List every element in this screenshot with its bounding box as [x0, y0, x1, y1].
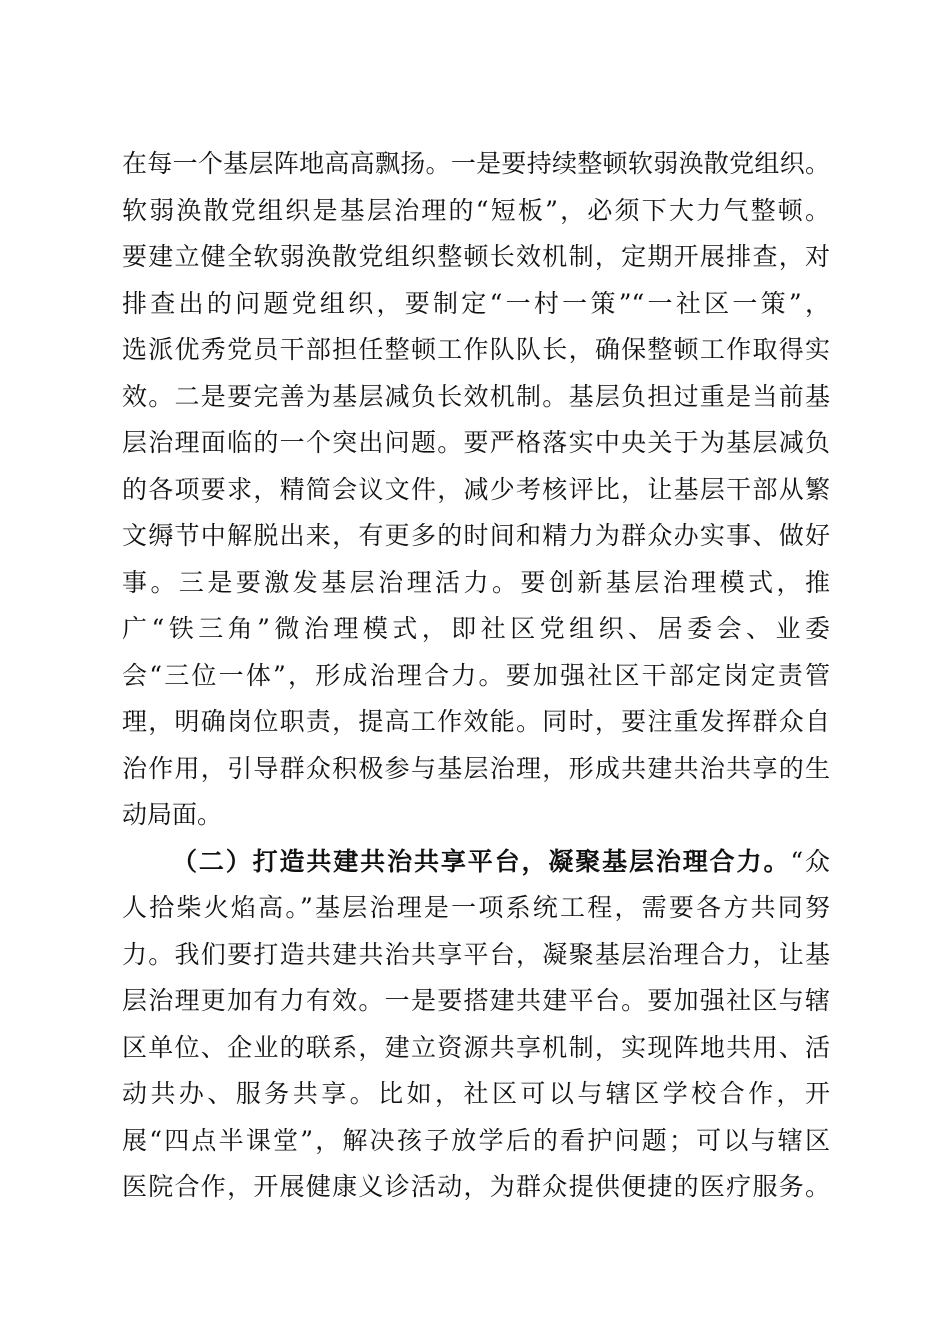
text-line: 人拾柴火焰高。”基层治理是一项系统工程，需要各方共同努 [122, 893, 830, 922]
text-line: 动局面。 [122, 800, 223, 829]
text-line: 治作用，引导群众积极参与基层治理，形成共建共治共享的生 [122, 753, 830, 783]
body-text [122, 141, 830, 1211]
text-line: 的各项要求，精简会议文件，减少考核评比，让基层干部从繁 [122, 474, 830, 504]
text-line: 展“四点半课堂”，解决孩子放学后的看护问题；可以与辖区 [122, 1125, 830, 1155]
text-line: 会“三位一体”，形成治理合力。要加强社区干部定岗定责管 [122, 660, 830, 690]
text-line: 选派优秀党员干部担任整顿工作队队长，确保整顿工作取得实 [122, 335, 830, 364]
text-line: 效。二是要完善为基层减负长效机制。基层负担过重是当前基 [122, 381, 830, 411]
heading-trailing-text: “众 [790, 846, 830, 876]
text-line: 动共办、服务共享。比如，社区可以与辖区学校合作，开 [122, 1079, 830, 1108]
text-line: 在每一个基层阵地高高飘扬。一是要持续整顿软弱涣散党组织。 [122, 149, 830, 178]
section-heading-line [122, 839, 830, 886]
text-line: 层治理更加有力有效。一是要搭建共建平台。要加强社区与辖 [122, 986, 830, 1015]
text-line: 广“铁三角”微治理模式，即社区党组织、居委会、业委 [122, 614, 830, 643]
text-line: 文缛节中解脱出来，有更多的时间和精力为群众办实事、做好 [122, 521, 830, 550]
text-line: 理，明确岗位职责，提高工作效能。同时，要注重发挥群众自 [122, 707, 830, 736]
text-line: 要建立健全软弱涣散党组织整顿长效机制，定期开展排查，对 [122, 242, 830, 271]
text-line: 力。我们要打造共建共治共享平台，凝聚基层治理合力，让基 [122, 939, 830, 969]
text-line: 医院合作，开展健康义诊活动，为群众提供便捷的医疗服务。 [122, 1172, 830, 1201]
section-heading: （二）打造共建共治共享平台，凝聚基层治理合力。 [172, 846, 791, 876]
paragraph-1 [122, 141, 830, 839]
text-line: 区单位、企业的联系，建立资源共享机制，实现阵地共用、活 [122, 1032, 830, 1062]
text-line: 软弱涣散党组织是基层治理的“短板”，必须下大力气整顿。 [122, 195, 830, 225]
text-line: 层治理面临的一个突出问题。要严格落实中央关于为基层减负 [122, 428, 830, 457]
text-line: 排查出的问题党组织，要制定“一村一策”“一社区一策”， [122, 288, 830, 318]
text-line: 事。三是要激发基层治理活力。要创新基层治理模式，推 [122, 567, 830, 597]
paragraph-2 [122, 839, 830, 1211]
